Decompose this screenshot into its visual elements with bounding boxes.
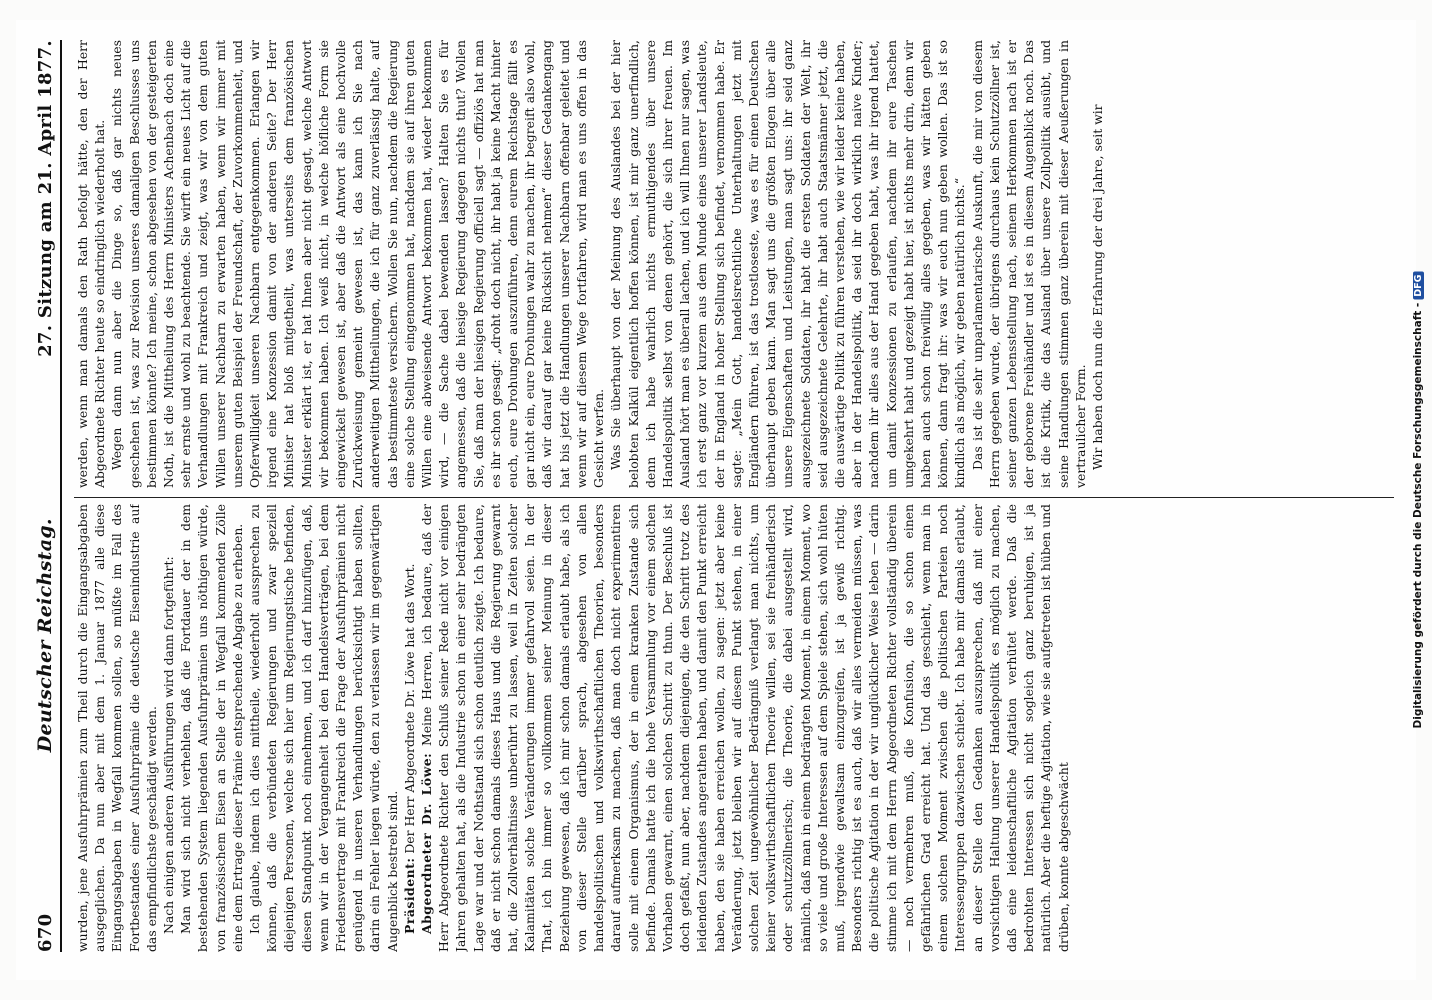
- session-date: 27. Sitzung am 21. April 1877.: [35, 40, 56, 357]
- dfg-logo: DFG: [1413, 272, 1424, 300]
- speaker-label: Abgeordneter Dr. Löwe:: [419, 752, 435, 934]
- paragraph: [108, 40, 607, 488]
- paragraph-text: Man wird sich nicht verhehlen, daß die Fortdauer der in dem bestehenden System liegenden Ausfuhrprämien uns nöthigen würde, von französischem Eisen an Stelle der in Wegfall kommenden Zölle eine dem Ertrage dieser Prämie entsprechende Abgabe zu erheben.: [178, 504, 245, 952]
- paragraph: [160, 504, 177, 952]
- paragraph-text: Das ist die sehr unparlamentarische Auskunft, die mir von diesem Herrn gegeben wurde, der übrigens durchaus kein Schutzzöllner ist, seiner ganzen Lebensstellung nach, seinem Herkommen nach ist er der geborene Freihändler und ist es in diesem Augenblick noch. Das ist die Kritik, die das Ausland über unsere Zollpolitik ausübt, und seine Handlungen stimmen ganz überein mit dieser Aeußerungen in vertraulicher Form.: [969, 40, 1088, 488]
- paragraph-text: wurden, jene Ausfuhrprämien zum Theil durch die Eingangsabgaben ausgeglichen. Da nun aber mit dem 1. Januar 1877 alle diese Eingangsabgaben in Wegfall kommen sollen, so müßte im Fall des Fortbestandes einer Ausfuhrprämie die deutsche Eisenindustrie auf das empfindlichste geschädigt werden.: [75, 504, 159, 952]
- paragraph-text: Wir haben doch nun die Erfahrung der drei Jahre, seit wir: [1089, 104, 1105, 470]
- paragraph: [1089, 40, 1106, 488]
- paragraph: [969, 40, 1089, 488]
- page-number: 670: [35, 913, 56, 952]
- paragraph-text: Ich glaube, indem ich dies mittheile, wiederholt aussprechen zu können, daß die verbündeten Regierungen und zwar speziell diejenigen Personen, welche sich hier um Regierungstische befinden, diesen Standpunkt noch einnehmen, und ich darf hinzufügen, daß, wenn wir in der Vergangenheit bei den Handelsverträgen, bei dem Friedensvertrage mit Frankreich die Frage der Ausfuhrprämien nicht genügend in unseren Verhandlungen berücksichtigt haben sollten, darin ein Fehler liegen würde, den zu verlassen wir im gegenwärtigen Augenblick bestrebt sind.: [247, 504, 400, 952]
- publication-title: Deutscher Reichstag.: [34, 518, 56, 753]
- paragraph-text: Nach einigen anderen Ausführungen wird dann fortgeführt:: [161, 556, 177, 934]
- paragraph: [74, 40, 108, 488]
- page-header: [24, 40, 62, 952]
- speaker-label: Präsident:: [401, 857, 417, 934]
- paragraph-text: Meine Herren, ich bedaure, daß der Herr Abgeordnete Richter den Schluß seiner Rede nicht vor einigen Jahren gehalten hat, als die Industrie schon in einer sehr bedrängten Lage war und der Nothstand sich schon deutlich zeigte. Ich bedaure, daß er nicht schon damals dieses Haus und die Regierung gewarnt hat, die Zollverhältnisse unberührt zu lassen, weil in Zeiten solcher Kalamitäten solche Veränderungen immer gefahrvoll seien. In der That, ich bin immer so vollkommen seiner Meinung in dieser Beziehung gewesen, daß ich mir schon damals erlaubt habe, als ich von dieser Stelle darüber sprach, abgesehen von allen handelspolitischen und volkswirthschaftlichen Theorien, besonders darauf aufmerksam zu machen, daß man doch nicht experimentiren solle mit einem Organismus, der in einem kranken Zustande sich befinde. Damals hatte ich die hohe Versammlung vor einem solchen Vorhaben gewarnt, einen solchen Schritt zu thun. Der Beschluß ist doch gefaßt, nun aber, nachdem diejenigen, die den Schritt trotz des leidenden Zustandes angerathen haben, und damit den Punkt erreicht haben, den sie haben erreichen wollen, zu sagen: jetzt aber keine Veränderung, jetzt bleiben wir auf diesem Punkt stehen, in einer solchen Zeit ungewöhnlicher Bedrängniß verlangt man nichts, um keiner volkswirthschaftlichen Theorie willen, sei sie freihändlerisch oder schutzzöllnerisch; die Theorie, die dabei ausgestellt wird, nämlich, daß man in einem bedrängten Moment, in einem Moment, wo so viele und große Interessen auf dem Spiele stehen, sich wohl hüten muß, irgendwie gewaltsam einzugreifen, ist ja gewiß richtig. Besonders richtig ist es auch, daß wir alles vermeiden müssen, was die politische Agitation in der wir unglücklicher Weise leben — darin stimme ich mit dem Herrn Abgeordneten Richter vollständig überein — noch vermehren muß, die Konfusion, die so schon einen gefährlichen Grad erreicht hat. Und das geschieht, wenn man in einem solchen Moment zwischen die politischen Parteien noch Interessengruppen dazwischen schiebt. Ich habe mir damals erlaubt, an dieser Stelle den Gedanken auszusprechen, daß mit einer vorsichtigen Haltung unserer Handelspolitik es möglich zu machen, daß eine leidenschaftliche Agitation verhütet werde. Daß die bedrohten Interessen sich nicht sogleich ganz beruhigen, ist ja natürlich. Aber die heftige Agitation, wie sie aufgetreten ist hüben und drüben, konnte abgeschwächt: [419, 504, 1071, 952]
- paragraph: [607, 40, 968, 488]
- paragraph: [177, 504, 246, 952]
- paragraph: [74, 504, 160, 952]
- column-divider: [74, 497, 1394, 498]
- rotated-page: [16, 20, 1416, 980]
- paragraph-text: Wegen dann nun aber die Dinge so, daß gar nichts neues geschehen ist, was zur Revision unseres damaligen Beschlusses uns bestimmen könnte? Ich meine, schon abgesehen von der gesteigerten Noth, ist die Mittheilung des Herrn Ministers Achenbach doch eine sehr ernste und wohl zu beachtende. Sie wirft ein neues Licht auf die Verhandlungen mit Frankreich und zeigt, was wir von dem guten Willen unserer Nachbarn zu erwarten haben, wenn wir immer mit unserem guten Beispiel der Freundschaft, der Zuvorkommenheit, und Opferwilligkeit unseren Nachbarn entgegenkommen. Erlangen wir irgend eine Konzession damit von der anderen Seite? Der Herr Minister hat bloß mitgetheilt, was unterseits dem französischen Minister erklärt ist, er hat Ihnen aber nicht gesagt, welche Antwort wir bekommen haben. Ich weiß nicht, in welche höfliche Form sie eingewickelt gewesen ist, aber daß die Antwort als eine hochvolle Zurückweisung gemeint gewesen ist, das kann ich Sie nach anderweitigen Mittheilungen, die ich für ganz zuverlässig halte, auf das bestimmteste versichern. Wollen Sie nun, nachdem die Regierung eine solche Stellung eingenommen hat, nachdem sie auf ihren guten Willen eine abweisende Antwort bekommen hat, wieder bekommen wird, — die Sache dabei bewenden lassen? Halten Sie es für angemessen, daß die hiesige Regierung dagegen nichts thut? Wollen Sie, daß man der hiesigen Regierung officiell sagt — offiziös hat man es ihr schon gesagt: „droht doch nicht, ihr habt ja keine Macht hinter euch, eure Drohungen auszuführen, denn eurem Reichstage fällt es gar nicht ein, eure Drohungen wahr zu machen, ihr begreift also wohl, daß wir darauf gar keine Rücksicht nehmen“ dieser Gedankengang hat bis jetzt die Handlungen unserer Nachbarn offenbar geleitet und wenn wir auf diesem Wege fortfahren, wird man es uns offen in das Gesicht werfen.: [109, 40, 607, 488]
- left-text-column: [74, 504, 1404, 952]
- paragraph: [401, 504, 418, 952]
- paragraph: [418, 504, 1072, 952]
- paragraph: [246, 504, 401, 952]
- credit-text: Digitalisierung gefördert durch die Deutsche Forschungsgemeinschaft -: [1412, 302, 1424, 729]
- right-text-column: [74, 40, 1404, 488]
- paragraph-text: werden, wenn man damals den Rath befolgt hätte, den der Herr Abgeordnete Richter heute so eindringlich wiederholt hat.: [75, 40, 108, 488]
- paragraph-text: Was Sie überhaupt von der Meinung des Auslandes bei der hier belobten Kalkül eigentlich hoffen können, ist mir ganz unerfindlich, denn ich habe wahrlich nichts ermuthigendes über unsere Handelspolitik selbst von denen gehört, die sich ihrer freuen. Im Ausland hört man es überall lachen, und ich will Ihnen nur sagen, was ich erst ganz vor kurzem aus dem Munde eines unserer Landsleute, der in England in hoher Stellung sich befindet, vernommen habe. Er sagte: „Mein Gott, handelsrechtliche Unterhaltungen jetzt mit Engländern führen, ist das trostloseste, was es für einen Deutschen überhaupt geben kann. Man sagt uns die größten Elogen über alle unsere Eigenschaften und Leistungen, man sagt uns: ihr seid ganz ausgezeichnete Soldaten, ihr habt die ersten Soldaten der Welt, ihr seid ausgezeichnete Gelehrte, ihr habt auch Staatsmänner jetzt, die die auswärtige Politik zu führen verstehen, wie wir leider keine haben, aber in der Handelspolitik, da seid ihr doch wirklich naive Kinder; nachdem ihr alles aus der Hand gegeben habt, was ihr irgend hattet, um damit Konzessionen zu erlaufen, nachdem ihr eure Taschen umgekehrt habt und gezeigt habt hier, ist nichts mehr drin, denn wir haben auch schon freiwillig alles gegeben, was wir hätten geben können, dann fragt ihr: was wir euch nun geben wollen. Das ist so kindlich als möglich, wir geben natürlich nichts.“: [608, 40, 968, 488]
- digitization-credit: [1408, 0, 1428, 1000]
- paragraph-text: Der Herr Abgeordnete Dr. Löwe hat das Wort.: [401, 563, 417, 854]
